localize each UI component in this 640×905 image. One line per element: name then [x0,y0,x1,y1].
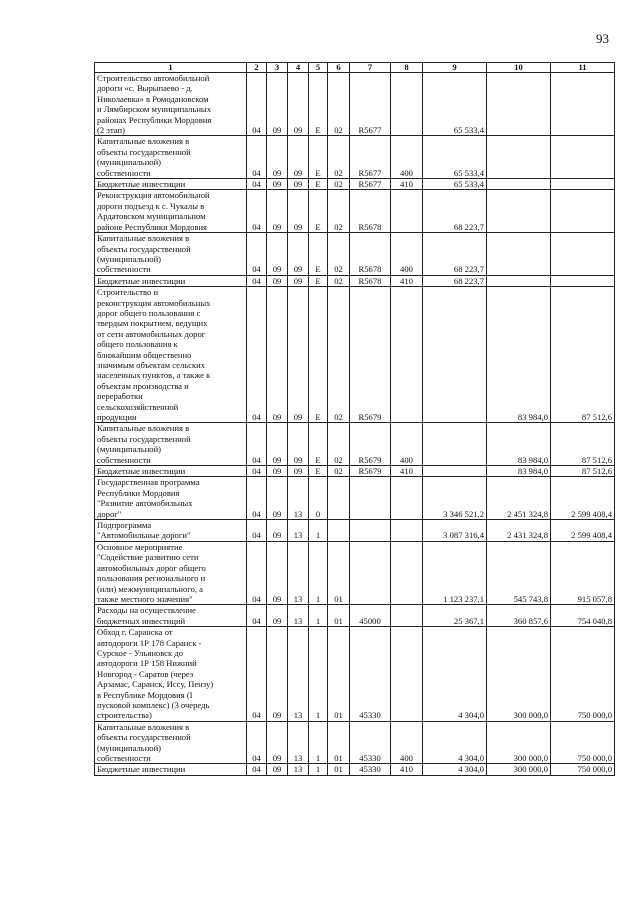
cell-col-9 [423,466,487,477]
row-name: Строительство автомобильной дороги «с. Вырыпаево - д. Николаевка» в Ромодановском и Лямбирском муниципальных районах Республики Мордовия (2 этап) [95,73,247,136]
table-row [95,275,615,286]
row-name: Строительство и реконструкция автомобильных дорог общего пользования с твердым покрытием, ведущих от сети автомобильных дорог общего пользования к ближайшим общественно значимым объектам сельских населенных пунктов, а также к объектам производства и переработки сельскохозяйственной продукции [95,287,247,423]
table-row [95,466,615,477]
cell-col-7: R5677 [350,73,391,136]
table-row [95,721,615,764]
column-header-5: 5 [309,63,328,73]
cell-col-9: 1 123 237,1 [423,541,487,604]
cell-col-9: 65 533,4 [423,136,487,179]
cell-col-2: 04 [247,423,267,466]
cell-col-7: R5678 [350,275,391,286]
cell-col-8 [391,605,423,627]
cell-col-3: 09 [267,233,288,276]
cell-col-6: 02 [328,73,350,136]
cell-col-2: 04 [247,73,267,136]
page-number: 93 [596,31,609,46]
cell-col-11: 2 599 408,4 [551,520,615,542]
cell-col-11: 750 000,0 [551,721,615,764]
cell-col-9: 68 223,7 [423,275,487,286]
cell-col-4: 13 [288,764,309,775]
cell-col-11 [551,275,615,286]
cell-col-10 [487,179,551,190]
cell-col-10: 83 984,0 [487,287,551,423]
table-row [95,520,615,542]
cell-col-7: R5677 [350,179,391,190]
cell-col-6: 02 [328,287,350,423]
row-name: Капитальные вложения в объекты государственной (муниципальной) собственности [95,721,247,764]
column-header-6: 6 [328,63,350,73]
cell-col-11: 87 512,6 [551,423,615,466]
cell-col-4: 09 [288,466,309,477]
cell-col-2: 04 [247,136,267,179]
table-row [95,423,615,466]
cell-col-6: 01 [328,721,350,764]
column-header-4: 4 [288,63,309,73]
row-name: Бюджетные инвестиции [95,179,247,190]
table-row [95,764,615,775]
cell-col-10: 300 000,0 [487,764,551,775]
cell-col-5: Е [309,275,328,286]
cell-col-7: 45330 [350,721,391,764]
cell-col-11 [551,179,615,190]
cell-col-6: 01 [328,605,350,627]
cell-col-5: Е [309,190,328,233]
column-header-10: 10 [487,63,551,73]
cell-col-6: 02 [328,275,350,286]
cell-col-8 [391,520,423,542]
cell-col-9 [423,423,487,466]
cell-col-10 [487,73,551,136]
cell-col-3: 09 [267,605,288,627]
budget-table [94,62,615,776]
cell-col-3: 09 [267,287,288,423]
cell-col-3: 09 [267,520,288,542]
table-row [95,605,615,627]
cell-col-7: R5677 [350,136,391,179]
cell-col-7 [350,477,391,520]
cell-col-8 [391,627,423,722]
column-header-1: 1 [95,63,247,73]
cell-col-3: 09 [267,466,288,477]
table-row [95,627,615,722]
row-name: Подпрограмма "Автомобильные дороги" [95,520,247,542]
cell-col-8: 400 [391,423,423,466]
cell-col-2: 04 [247,287,267,423]
cell-col-11 [551,136,615,179]
cell-col-5: Е [309,73,328,136]
cell-col-3: 09 [267,73,288,136]
cell-col-3: 09 [267,136,288,179]
cell-col-11 [551,233,615,276]
cell-col-10: 2 451 324,8 [487,477,551,520]
cell-col-7: R5679 [350,287,391,423]
column-header-7: 7 [350,63,391,73]
cell-col-3: 09 [267,179,288,190]
cell-col-10: 2 431 324,8 [487,520,551,542]
cell-col-5: 0 [309,477,328,520]
cell-col-4: 09 [288,179,309,190]
cell-col-8: 400 [391,136,423,179]
cell-col-3: 09 [267,721,288,764]
column-header-3: 3 [267,63,288,73]
row-name: Обход г. Саранска от автодороги 1Р 178 Саранск - Сурское - Ульяновск до автодороги 1Р 158 Нижний Новгород - Саратов (через Арзамас, Саранск, Иссу, Пензу) в Республике Мордовия (I пусковой комплекс) (3 очередь строительства) [95,627,247,722]
table-row [95,477,615,520]
cell-col-7: R5679 [350,423,391,466]
cell-col-3: 09 [267,764,288,775]
cell-col-4: 09 [288,136,309,179]
cell-col-6: 02 [328,179,350,190]
cell-col-9: 65 533,4 [423,179,487,190]
cell-col-10 [487,136,551,179]
cell-col-10 [487,275,551,286]
row-name: Бюджетные инвестиции [95,764,247,775]
cell-col-8 [391,73,423,136]
cell-col-2: 04 [247,627,267,722]
cell-col-4: 09 [288,423,309,466]
cell-col-7 [350,541,391,604]
cell-col-5: Е [309,423,328,466]
cell-col-8: 400 [391,721,423,764]
row-name: Бюджетные инвестиции [95,466,247,477]
cell-col-3: 09 [267,477,288,520]
cell-col-5: 1 [309,520,328,542]
cell-col-7 [350,520,391,542]
cell-col-8 [391,287,423,423]
cell-col-10: 545 743,8 [487,541,551,604]
cell-col-9: 68 223,7 [423,233,487,276]
cell-col-11: 2 599 408,4 [551,477,615,520]
cell-col-8: 410 [391,764,423,775]
cell-col-8 [391,477,423,520]
cell-col-9: 4 304,0 [423,721,487,764]
cell-col-10: 83 984,0 [487,466,551,477]
cell-col-5: Е [309,287,328,423]
table-row [95,287,615,423]
column-header-8: 8 [391,63,423,73]
cell-col-9: 4 304,0 [423,627,487,722]
cell-col-3: 09 [267,541,288,604]
cell-col-9: 68 223,7 [423,190,487,233]
cell-col-6: 01 [328,541,350,604]
cell-col-2: 04 [247,179,267,190]
cell-col-6: 02 [328,190,350,233]
cell-col-11: 750 000,0 [551,627,615,722]
cell-col-7: R5678 [350,233,391,276]
cell-col-10: 300 000,0 [487,721,551,764]
cell-col-7: 45000 [350,605,391,627]
cell-col-5: Е [309,179,328,190]
cell-col-11 [551,190,615,233]
cell-col-10 [487,233,551,276]
cell-col-6: 02 [328,423,350,466]
cell-col-11: 87 512,6 [551,466,615,477]
column-header-2: 2 [247,63,267,73]
cell-col-6: 02 [328,136,350,179]
cell-col-8: 400 [391,233,423,276]
cell-col-11 [551,73,615,136]
cell-col-4: 13 [288,520,309,542]
cell-col-2: 04 [247,541,267,604]
cell-col-5: 1 [309,541,328,604]
cell-col-3: 09 [267,627,288,722]
cell-col-11: 915 057,8 [551,541,615,604]
table-row [95,233,615,276]
cell-col-9: 25 367,1 [423,605,487,627]
cell-col-11: 754 040,8 [551,605,615,627]
table-row [95,541,615,604]
header-row [95,63,615,73]
cell-col-5: 1 [309,627,328,722]
row-name: Реконструкция автомобильной дороги подъезд к с. Чукалы в Ардатовском муниципальном районе Республики Мордовия [95,190,247,233]
cell-col-2: 04 [247,466,267,477]
row-name: Расходы на осуществление бюджетных инвестиций [95,605,247,627]
cell-col-11: 87 512,6 [551,287,615,423]
column-header-11: 11 [551,63,615,73]
cell-col-5: 1 [309,764,328,775]
cell-col-9 [423,287,487,423]
cell-col-7: R5678 [350,190,391,233]
cell-col-5: 1 [309,605,328,627]
cell-col-5: 1 [309,721,328,764]
cell-col-11: 750 000,0 [551,764,615,775]
cell-col-2: 04 [247,233,267,276]
cell-col-3: 09 [267,275,288,286]
column-header-9: 9 [423,63,487,73]
cell-col-5: Е [309,136,328,179]
row-name: Капитальные вложения в объекты государственной (муниципальной) собственности [95,423,247,466]
row-name: Бюджетные инвестиции [95,275,247,286]
cell-col-2: 04 [247,721,267,764]
table-row [95,190,615,233]
cell-col-3: 09 [267,190,288,233]
cell-col-7: R5679 [350,466,391,477]
cell-col-4: 09 [288,233,309,276]
cell-col-10: 300 000,0 [487,627,551,722]
cell-col-8: 410 [391,466,423,477]
cell-col-3: 09 [267,423,288,466]
cell-col-5: Е [309,466,328,477]
row-name: Государственная программа Республики Мордовия "Развитие автомобильных дорог" [95,477,247,520]
cell-col-6: 01 [328,764,350,775]
table-row [95,73,615,136]
cell-col-2: 04 [247,520,267,542]
cell-col-4: 13 [288,627,309,722]
cell-col-8: 410 [391,179,423,190]
cell-col-10: 83 984,0 [487,423,551,466]
cell-col-2: 04 [247,275,267,286]
cell-col-8 [391,190,423,233]
cell-col-4: 09 [288,190,309,233]
cell-col-5: Е [309,233,328,276]
table-body [95,73,615,776]
cell-col-2: 04 [247,477,267,520]
cell-col-6: 02 [328,466,350,477]
cell-col-2: 04 [247,190,267,233]
cell-col-4: 09 [288,287,309,423]
cell-col-10: 360 857,6 [487,605,551,627]
cell-col-7: 45330 [350,627,391,722]
cell-col-4: 13 [288,477,309,520]
cell-col-2: 04 [247,764,267,775]
cell-col-6: 02 [328,233,350,276]
cell-col-2: 04 [247,605,267,627]
cell-col-4: 13 [288,541,309,604]
cell-col-6 [328,477,350,520]
cell-col-9: 3 346 521,2 [423,477,487,520]
cell-col-9: 4 304,0 [423,764,487,775]
cell-col-6 [328,520,350,542]
row-name: Капитальные вложения в объекты государственной (муниципальной) собственности [95,136,247,179]
cell-col-8 [391,541,423,604]
cell-col-10 [487,190,551,233]
cell-col-6: 01 [328,627,350,722]
cell-col-7: 45330 [350,764,391,775]
row-name: Капитальные вложения в объекты государственной (муниципальной) собственности [95,233,247,276]
table-row [95,179,615,190]
cell-col-9: 65 533,4 [423,73,487,136]
cell-col-4: 13 [288,605,309,627]
cell-col-9: 3 087 316,4 [423,520,487,542]
cell-col-4: 13 [288,721,309,764]
cell-col-4: 09 [288,73,309,136]
table-row [95,136,615,179]
cell-col-4: 09 [288,275,309,286]
row-name: Основное мероприятие "Содействие развитию сети автомобильных дорог общего пользования регионального и (или) межмуниципального, а также местного значения" [95,541,247,604]
cell-col-8: 410 [391,275,423,286]
